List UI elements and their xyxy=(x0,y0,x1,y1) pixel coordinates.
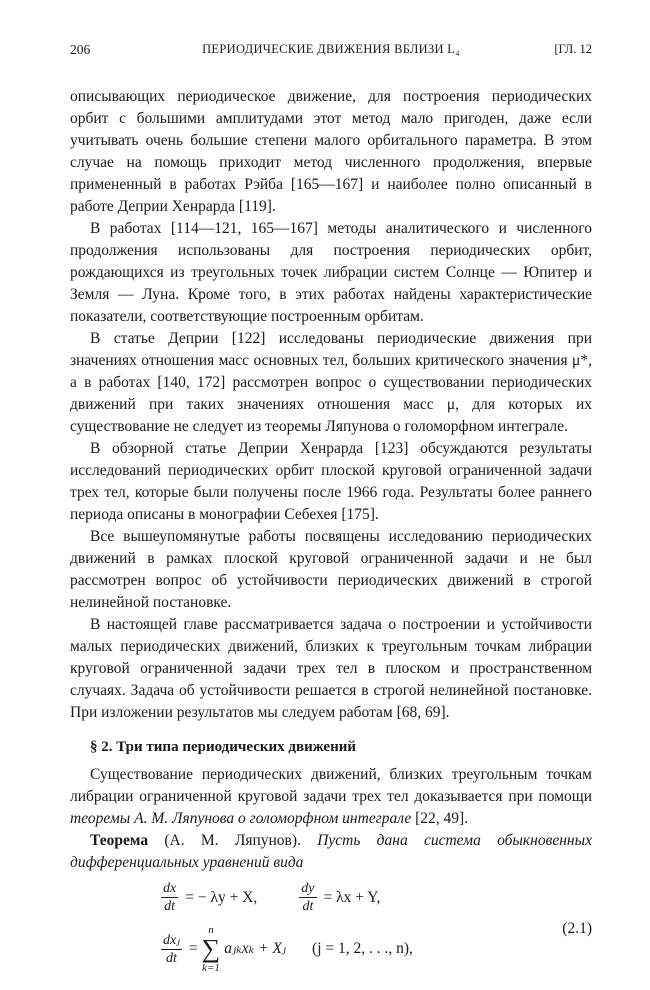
fraction xyxy=(161,932,182,967)
equation-rhs: = − λy + X, xyxy=(185,888,258,906)
equation-number: (2.1) xyxy=(562,920,592,937)
paragraph: В настоящей главе рассматривается задача о построении и устойчивости малых периодических движений, близких к треугольным точкам либрации круговой ограниченной задачи трех тел в плоском и пространственном случаях. Задача об устойчивости решается в строгой нелинейной постановке. При изложении результатов мы следуем работам [68, 69]. xyxy=(70,616,592,721)
paragraph: В статье Деприи [122] исследованы периодические движения при значениях отношения масс основных тел, больших критического значения μ*, а в работах [140, 172] рассмотрен вопрос о существовании периодических движений при таких значениях отношения масс μ, для которых их существование не следует из теоремы Ляпунова о голоморфном интеграле. xyxy=(70,330,592,435)
section-heading: § 2. Три типа периодических движений xyxy=(90,739,356,755)
page-body xyxy=(70,86,592,990)
citation: [22, 49]. xyxy=(411,810,469,827)
fraction-numerator: dx xyxy=(163,881,177,896)
book-page xyxy=(70,42,592,990)
section-paragraph-text: Существование периодических движений, близких треугольным точкам либрации ограниченной круговой задачи трех тел доказывается при помощи xyxy=(70,766,592,805)
fraction-denominator: dt xyxy=(166,950,177,966)
theorem-statement: Пусть дана система обыкновенных дифференциальных уравнений вида xyxy=(70,832,592,871)
fraction-denominator: dt xyxy=(302,899,314,914)
chapter-label: [ГЛ. 12 xyxy=(554,42,592,56)
paragraph: В обзорной статье Деприи Хенрарда [123] обсуждаются результаты исследований периодических орбит плоской круговой ограниченной задачи трех тел, которые были получены после 1966 года. Результаты более раннего периода описаны в монографии Себехея [175]. xyxy=(70,440,592,523)
sum-lower-limit: k=1 xyxy=(202,962,220,974)
fraction-numerator: dxⱼ xyxy=(163,932,180,948)
equation-rhs: aⱼₖxₖ + Xⱼ xyxy=(224,940,287,957)
equation-rhs: = λx + Y, xyxy=(323,888,381,906)
paragraph: В работах [114—121, 165—167] методы аналитического и численного продолжения использованы для построения периодических орбит, рождающихся из треугольных точек либрации систем Солнце — Юпитер и Земля — Луна. Кроме того, в этих работах найдены характеристические показатели, соответствующие построенным орбитам. xyxy=(70,220,592,325)
equals-sign: = xyxy=(188,940,198,957)
equation-row-1 xyxy=(158,880,380,915)
theorem-reference: теоремы А. М. Ляпунова о голоморфном интеграле xyxy=(70,810,412,827)
fraction xyxy=(299,880,316,915)
sum-symbol: ∑ xyxy=(201,934,221,963)
page-header xyxy=(70,42,592,64)
sum-operator xyxy=(202,924,221,974)
page-number: 206 xyxy=(70,42,91,57)
equation-2-1 xyxy=(70,880,592,990)
running-title: ПЕРИОДИЧЕСКИЕ ДВИЖЕНИЯ ВБЛИЗИ L₄ xyxy=(202,42,460,56)
equation-row-2 xyxy=(158,924,413,974)
theorem-label: Теорема xyxy=(90,832,149,849)
section-paragraph xyxy=(70,764,592,830)
theorem xyxy=(70,830,592,874)
theorem-author: (А. М. Ляпунов). xyxy=(148,832,318,849)
fraction-denominator: dt xyxy=(164,899,176,914)
sum-upper-limit: n xyxy=(208,924,214,936)
fraction-numerator: dy xyxy=(301,881,315,896)
paragraph: Все вышеупомянутые работы посвящены исследованию периодических движений в рамках плоской круговой ограниченной задачи и не был рассмотрен вопрос об устойчивости периодических движений в строгой нелинейной постановке. xyxy=(70,528,592,611)
index-condition: (j = 1, 2, . . ., n), xyxy=(312,940,413,957)
fraction xyxy=(161,880,178,915)
paragraph: описывающих периодическое движение, для построения периодических орбит с большими амплитудами этот метод мало пригоден, даже если учитывать очень большие степени малого орбитального параметра. В этом случае на помощь приходит метод численного продолжения, впервые примененный в работах Рэйба [165—167] и наиболее полно описанный в работе Деприи Хенрарда [119]. xyxy=(70,88,592,215)
